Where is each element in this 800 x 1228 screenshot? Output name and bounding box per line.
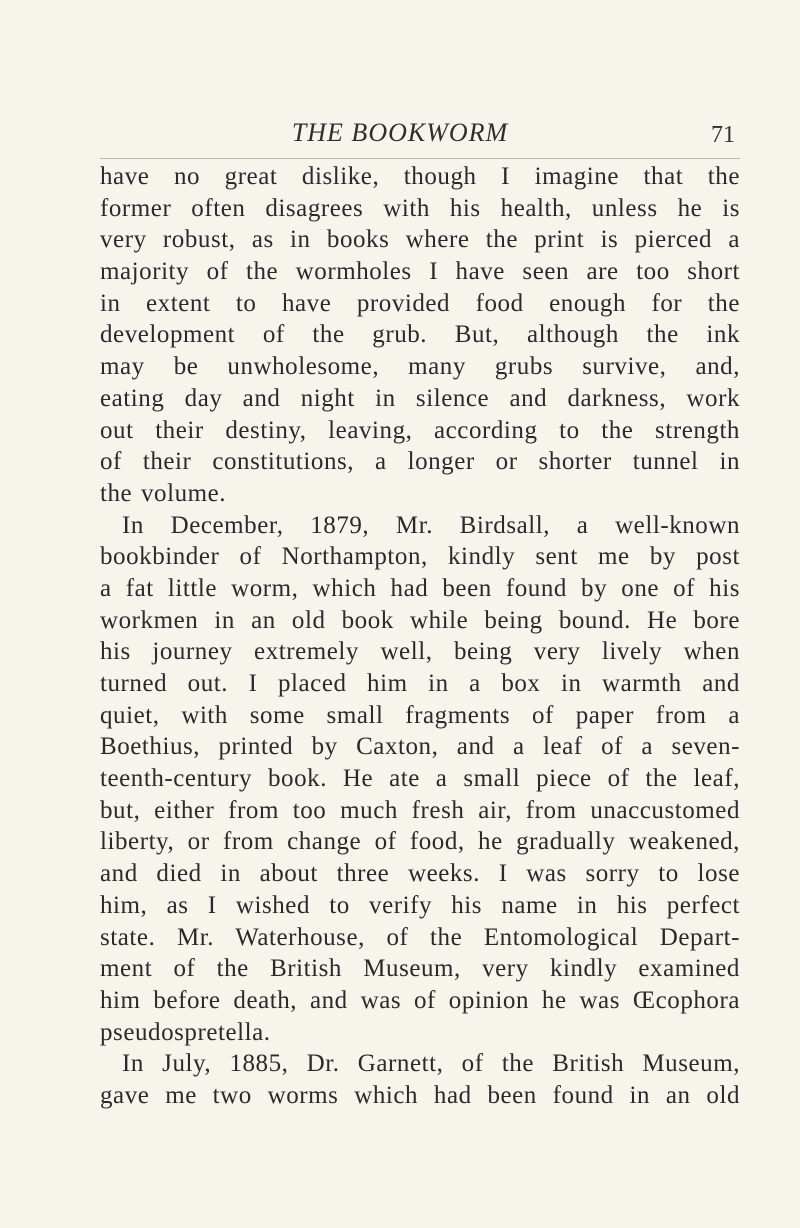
header-rule — [100, 158, 740, 159]
text-line: teenth-century book. He ate a small piece of the leaf, — [100, 765, 740, 793]
text-line: in extent to have provided food enough for the — [100, 289, 740, 317]
text-line: turned out. I placed him in a box in warmth and — [100, 670, 740, 697]
text-line: a fat little worm, which had been found by one of his — [100, 574, 740, 602]
text-line: pseudospretella. — [100, 1018, 271, 1046]
text-line: have no great dislike, though I imagine that the — [100, 163, 740, 190]
text-line: the volume. — [100, 479, 227, 507]
text-line: In July, 1885, Dr. Garnett, of the British Museum, — [122, 1050, 740, 1078]
running-title: THE BOOKWORM — [291, 118, 509, 147]
text-line: very robust, as in books where the print is pierced a — [100, 226, 740, 254]
text-line: liberty, or from change of food, he gradually weakened, — [100, 828, 740, 856]
text-line: him, as I wished to verify his name in his perfect — [100, 891, 740, 919]
text-line: out their destiny, leaving, according to the strength — [100, 416, 740, 444]
text-line: bookbinder of Northampton, kindly sent me by post — [100, 543, 740, 571]
page-number: 71 — [711, 122, 735, 148]
text-line: him before death, and was of opinion he was Œcophora — [100, 986, 740, 1014]
text-line: state. Mr. Waterhouse, of the Entomological Depart- — [100, 923, 740, 951]
text-line: gave me two worms which had been found in an old — [100, 1081, 740, 1109]
text-line: may be unwholesome, many grubs survive, and, — [100, 353, 740, 381]
text-line: In December, 1879, Mr. Birdsall, a well-known — [122, 511, 740, 539]
text-line: ment of the British Museum, very kindly examined — [100, 955, 740, 983]
text-line: eating day and night in silence and darkness, work — [100, 384, 740, 412]
text-line: Boethius, printed by Caxton, and a leaf of a seven- — [100, 733, 740, 761]
text-line: development of the grub. But, although the ink — [100, 321, 740, 349]
text-line: quiet, with some small fragments of paper from a — [100, 701, 740, 729]
text-line: former often disagrees with his health, unless he is — [100, 194, 740, 222]
body-text — [100, 161, 740, 1112]
text-line: of their constitutions, a longer or shorter tunnel in — [100, 448, 740, 476]
text-line: majority of the wormholes I have seen are too short — [100, 258, 740, 286]
text-line: and died in about three weeks. I was sorry to lose — [100, 860, 740, 888]
text-line: but, either from too much fresh air, from unaccustomed — [100, 796, 740, 824]
text-line: workmen in an old book while being bound. He bore — [100, 606, 740, 634]
text-line: his journey extremely well, being very lively when — [100, 638, 740, 666]
